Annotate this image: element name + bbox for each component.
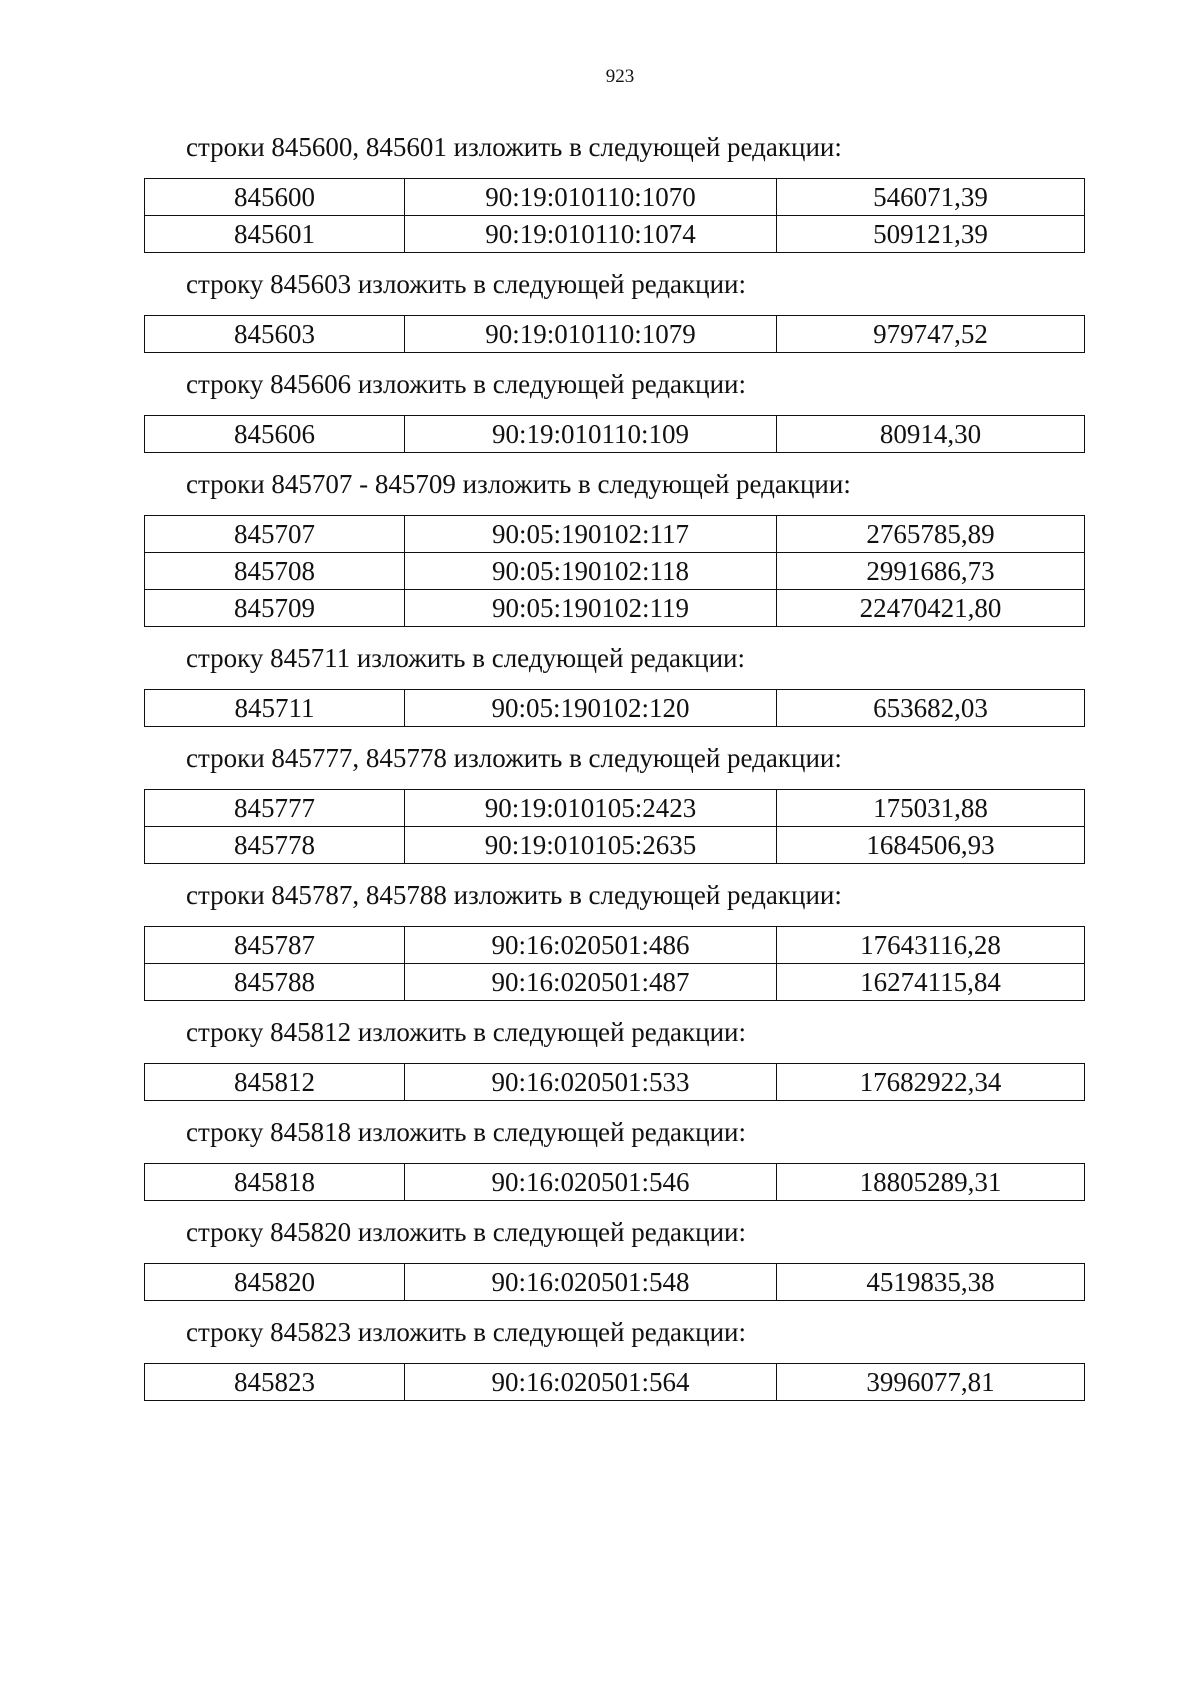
cadastral-number-cell: 90:19:010110:1070 xyxy=(405,179,777,216)
amendment-instruction: строку 845820 изложить в следующей редакции: xyxy=(186,1217,747,1247)
amendment-instruction: строку 845606 изложить в следующей редакции: xyxy=(186,369,747,399)
table-row xyxy=(145,179,1085,216)
row-number-cell: 845823 xyxy=(145,1364,405,1401)
row-number-cell: 845787 xyxy=(145,927,405,964)
cadastral-value-cell: 16274115,84 xyxy=(777,964,1085,1001)
amendment-section xyxy=(0,365,1200,465)
row-number-cell: 845603 xyxy=(145,316,405,353)
amendment-instruction: строку 845823 изложить в следующей редакции: xyxy=(186,1317,747,1347)
amendment-section xyxy=(0,739,1200,876)
cadastral-number-cell: 90:16:020501:564 xyxy=(405,1364,777,1401)
amendment-section xyxy=(0,876,1200,1013)
amendment-instruction: строки 845787, 845788 изложить в следующей редакции: xyxy=(186,880,842,910)
cadastral-number-cell: 90:16:020501:546 xyxy=(405,1164,777,1201)
cadastral-value-cell: 18805289,31 xyxy=(777,1164,1085,1201)
table-row xyxy=(145,516,1085,553)
cadastral-value-cell: 2765785,89 xyxy=(777,516,1085,553)
table-row xyxy=(145,1264,1085,1301)
row-number-cell: 845606 xyxy=(145,416,405,453)
amendment-instruction: строку 845711 изложить в следующей редакции: xyxy=(186,643,746,673)
amendment-section xyxy=(0,639,1200,739)
amendment-section xyxy=(0,1313,1200,1413)
row-number-cell: 845818 xyxy=(145,1164,405,1201)
row-number-cell: 845601 xyxy=(145,216,405,253)
table-row xyxy=(145,1364,1085,1401)
amendment-instruction: строки 845600, 845601 изложить в следующей редакции: xyxy=(186,132,842,162)
table-row xyxy=(145,790,1085,827)
cadastral-value-cell: 2991686,73 xyxy=(777,553,1085,590)
cadastral-value-cell: 4519835,38 xyxy=(777,1264,1085,1301)
amendment-instruction: строку 845812 изложить в следующей редакции: xyxy=(186,1017,747,1047)
cadastral-number-cell: 90:05:190102:119 xyxy=(405,590,777,627)
amendment-table xyxy=(144,1163,1085,1201)
table-row xyxy=(145,553,1085,590)
table-row xyxy=(145,216,1085,253)
amendment-instruction: строку 845603 изложить в следующей редакции: xyxy=(186,269,747,299)
row-number-cell: 845600 xyxy=(145,179,405,216)
row-number-cell: 845777 xyxy=(145,790,405,827)
amendment-table xyxy=(144,926,1085,1001)
table-row xyxy=(145,1164,1085,1201)
amendment-section xyxy=(0,465,1200,639)
cadastral-number-cell: 90:16:020501:487 xyxy=(405,964,777,1001)
amendment-table xyxy=(144,415,1085,453)
amendment-instruction: строки 845707 - 845709 изложить в следующей редакции: xyxy=(186,469,851,499)
cadastral-value-cell: 509121,39 xyxy=(777,216,1085,253)
table-row xyxy=(145,590,1085,627)
cadastral-number-cell: 90:05:190102:120 xyxy=(405,690,777,727)
amendment-section xyxy=(0,1213,1200,1313)
amendment-table xyxy=(144,315,1085,353)
amendment-instruction: строки 845777, 845778 изложить в следующей редакции: xyxy=(186,743,842,773)
cadastral-number-cell: 90:16:020501:533 xyxy=(405,1064,777,1101)
amendment-instruction: строку 845818 изложить в следующей редакции: xyxy=(186,1117,747,1147)
amendment-list xyxy=(0,128,1200,1413)
row-number-cell: 845707 xyxy=(145,516,405,553)
amendment-section xyxy=(0,1013,1200,1113)
cadastral-value-cell: 979747,52 xyxy=(777,316,1085,353)
table-row xyxy=(145,690,1085,727)
amendment-section xyxy=(0,265,1200,365)
cadastral-number-cell: 90:05:190102:117 xyxy=(405,516,777,553)
cadastral-value-cell: 1684506,93 xyxy=(777,827,1085,864)
cadastral-value-cell: 653682,03 xyxy=(777,690,1085,727)
row-number-cell: 845708 xyxy=(145,553,405,590)
cadastral-number-cell: 90:19:010110:109 xyxy=(405,416,777,453)
table-row xyxy=(145,1064,1085,1101)
amendment-table xyxy=(144,1363,1085,1401)
table-row xyxy=(145,964,1085,1001)
amendment-table xyxy=(144,789,1085,864)
row-number-cell: 845709 xyxy=(145,590,405,627)
cadastral-number-cell: 90:05:190102:118 xyxy=(405,553,777,590)
amendment-table xyxy=(144,1263,1085,1301)
amendment-section xyxy=(0,128,1200,265)
amendment-section xyxy=(0,1113,1200,1213)
table-row xyxy=(145,316,1085,353)
page-number: 923 xyxy=(605,66,635,87)
row-number-cell: 845711 xyxy=(145,690,405,727)
cadastral-number-cell: 90:19:010105:2423 xyxy=(405,790,777,827)
amendment-table xyxy=(144,515,1085,627)
cadastral-number-cell: 90:19:010110:1074 xyxy=(405,216,777,253)
cadastral-value-cell: 17682922,34 xyxy=(777,1064,1085,1101)
cadastral-value-cell: 546071,39 xyxy=(777,179,1085,216)
cadastral-value-cell: 3996077,81 xyxy=(777,1364,1085,1401)
row-number-cell: 845778 xyxy=(145,827,405,864)
cadastral-value-cell: 80914,30 xyxy=(777,416,1085,453)
cadastral-number-cell: 90:16:020501:486 xyxy=(405,927,777,964)
cadastral-number-cell: 90:16:020501:548 xyxy=(405,1264,777,1301)
cadastral-value-cell: 17643116,28 xyxy=(777,927,1085,964)
table-row xyxy=(145,927,1085,964)
row-number-cell: 845788 xyxy=(145,964,405,1001)
cadastral-number-cell: 90:19:010105:2635 xyxy=(405,827,777,864)
amendment-table xyxy=(144,1063,1085,1101)
cadastral-value-cell: 175031,88 xyxy=(777,790,1085,827)
cadastral-value-cell: 22470421,80 xyxy=(777,590,1085,627)
row-number-cell: 845820 xyxy=(145,1264,405,1301)
amendment-table xyxy=(144,689,1085,727)
amendment-table xyxy=(144,178,1085,253)
cadastral-number-cell: 90:19:010110:1079 xyxy=(405,316,777,353)
table-row xyxy=(145,827,1085,864)
row-number-cell: 845812 xyxy=(145,1064,405,1101)
table-row xyxy=(145,416,1085,453)
